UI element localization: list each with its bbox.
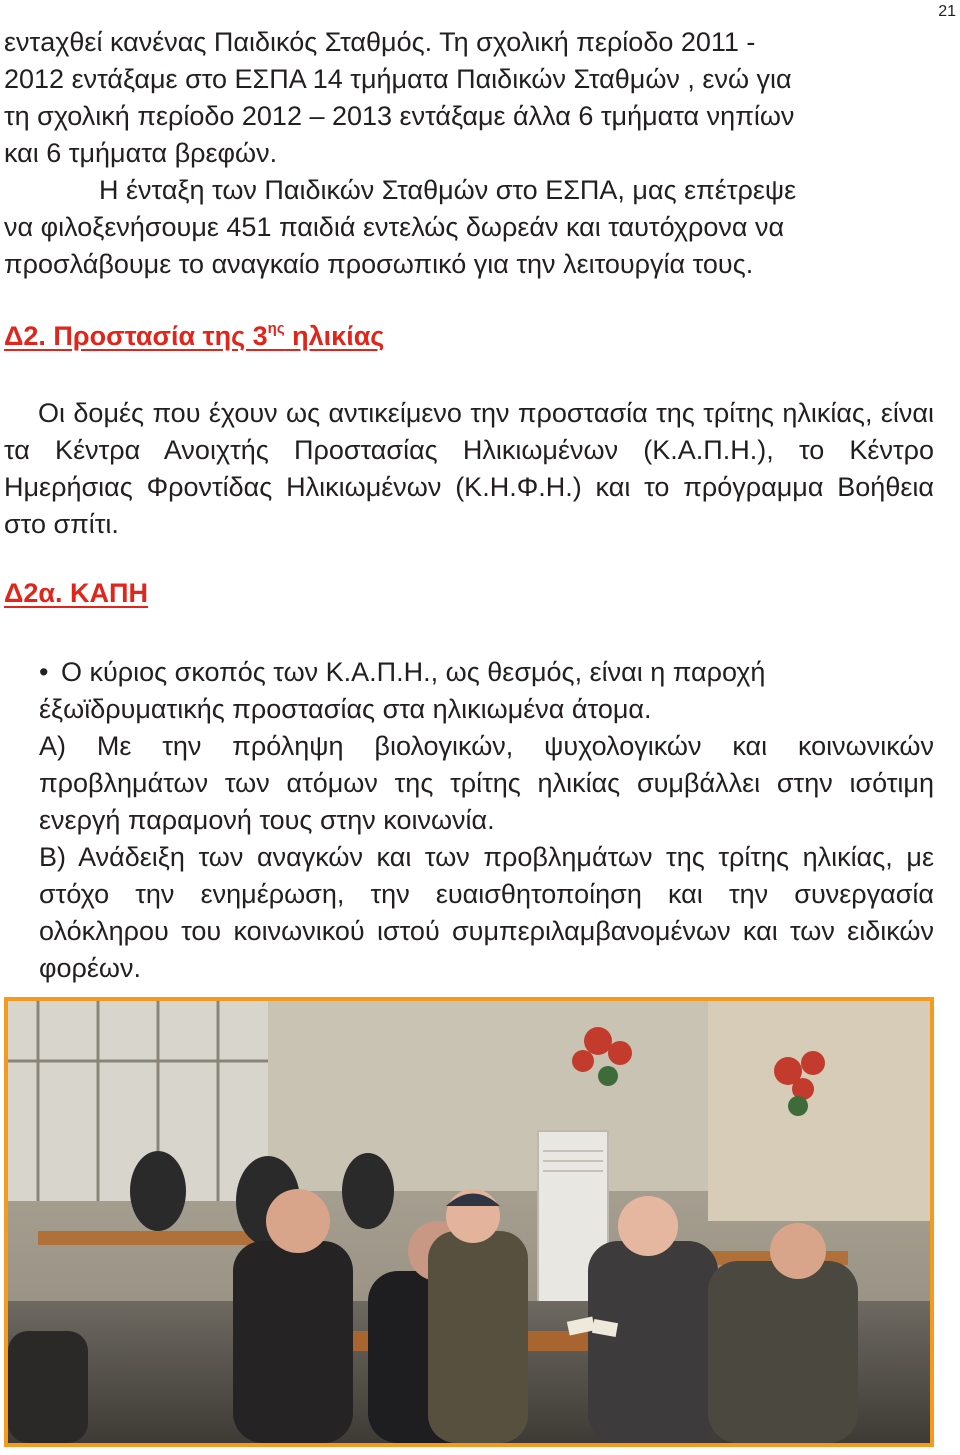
section-heading-d2: Δ2. Προστασία της $3^{\eta\varsigma}$ ηλικίας bbox=[4, 320, 385, 351]
intro-line: 2012 εντάξαμε στο ΕΣΠΑ 14 τμήματα Παιδικών Σταθμών , ενώ για bbox=[4, 64, 792, 94]
intro-line: εντaχθεί κανένας Παιδικός Σταθμός. Τη σχολική περίοδο 2011 - bbox=[4, 27, 756, 57]
list-item-a: Α) Με την πρόληψη βιολογικών, ψυχολογικών και κοινωνικών προβλημάτων των ατόμων της τρίτης ηλικίας συμβάλλει στην ισότιμη ενεργή παραμονή τους στην κοινωνία. bbox=[39, 731, 934, 835]
intro-line: Η ένταξη των Παιδικών Σταθμών στο ΕΣΠΑ, μας επέτρεψε bbox=[99, 175, 797, 205]
list-item: • Ο κύριος σκοπός των Κ.Α.Π.Η., ως θεσμός, είναι η παροχή bbox=[39, 654, 934, 691]
intro-paragraph bbox=[4, 24, 934, 283]
intro-line: προσλάβουμε το αναγκαίο προσωπικό για την λειτουργία τους. bbox=[4, 249, 754, 279]
ordinal-superscript: ης bbox=[267, 320, 285, 337]
intro-line: και 6 τμήματα βρεφών. bbox=[4, 138, 278, 168]
intro-line: να φιλοξενήσουμε 451 παιδιά εντελώς δωρεάν και ταυτόχρονα να bbox=[4, 212, 785, 242]
d2-paragraph: Οι δομές που έχουν ως αντικείμενο την προστασία της τρίτης ηλικίας, είναι τα Κέντρα Ανοιχτής Προστασίας Ηλικιωμένων (Κ.Α.Π.Η.), το Κέντρο Ημερήσιας Φροντίδας Ηλικιωμένων (Κ.Η.Φ.Η.) και το πρόγραμμα Βοήθεια στο σπίτι. bbox=[4, 398, 934, 539]
intro-line: τη σχολική περίοδο 2012 – 2013 εντάξαμε άλλα 6 τμήματα νηπίων bbox=[4, 101, 795, 131]
list-item-b: Β) Ανάδειξη των αναγκών και των προβλημάτων της τρίτης ηλικίας, με στόχο την ενημέρωση, την ευαισθητοποίηση και την συνεργασία ολόκληρου του κοινωνικού ιστού συμπεριλαμβανομένων και των ειδικών φορέων. bbox=[39, 842, 934, 983]
kapi-list bbox=[39, 654, 934, 987]
list-item-continuation: έξωϊδρυματικής προστασίας στα ηλικιωμένα άτομα. bbox=[39, 694, 652, 724]
photo-illustration bbox=[8, 1001, 930, 1443]
bullet-icon: • bbox=[39, 657, 49, 687]
page-number: 21 bbox=[938, 3, 956, 20]
section-heading-d2a: Δ2α. ΚΑΠΗ bbox=[4, 578, 149, 608]
kapi-photo bbox=[4, 997, 934, 1447]
